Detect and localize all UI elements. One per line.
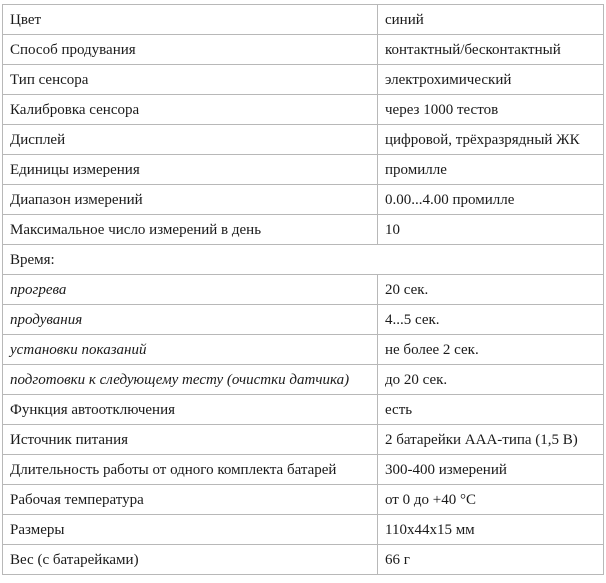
spec-row-blow-method: [3, 35, 604, 65]
spec-value: 4...5 сек.: [378, 305, 604, 335]
specifications-table: [2, 4, 604, 575]
spec-label: Диапазон измерений: [3, 185, 378, 215]
spec-row-reading: [3, 335, 604, 365]
spec-value: 300-400 измерений: [378, 455, 604, 485]
spec-row-units: [3, 155, 604, 185]
spec-label: установки показаний: [3, 335, 378, 365]
spec-row-auto-off: [3, 395, 604, 425]
spec-row-weight: [3, 545, 604, 575]
spec-value: контактный/бесконтактный: [378, 35, 604, 65]
spec-row-sensor-calibration: [3, 95, 604, 125]
spec-value: не более 2 сек.: [378, 335, 604, 365]
spec-label: Единицы измерения: [3, 155, 378, 185]
spec-value: есть: [378, 395, 604, 425]
spec-section-heading: Время:: [3, 245, 604, 275]
spec-label: Дисплей: [3, 125, 378, 155]
spec-row-display: [3, 125, 604, 155]
spec-label: Рабочая температура: [3, 485, 378, 515]
spec-value: синий: [378, 5, 604, 35]
spec-value: электрохимический: [378, 65, 604, 95]
spec-value: 0.00...4.00 промилле: [378, 185, 604, 215]
spec-row-power-source: [3, 425, 604, 455]
spec-row-battery-life: [3, 455, 604, 485]
spec-label: Размеры: [3, 515, 378, 545]
spec-value: 66 г: [378, 545, 604, 575]
spec-row-range: [3, 185, 604, 215]
spec-label: Вес (с батарейками): [3, 545, 378, 575]
spec-row-time-header: [3, 245, 604, 275]
spec-label: продувания: [3, 305, 378, 335]
spec-value: 10: [378, 215, 604, 245]
spec-label: подготовки к следующему тесту (очистки датчика): [3, 365, 378, 395]
spec-label: Длительность работы от одного комплекта батарей: [3, 455, 378, 485]
spec-value: 2 батарейки ААА-типа (1,5 В): [378, 425, 604, 455]
spec-value: 20 сек.: [378, 275, 604, 305]
spec-value: от 0 до +40 °С: [378, 485, 604, 515]
spec-value: до 20 сек.: [378, 365, 604, 395]
spec-label: Функция автоотключения: [3, 395, 378, 425]
spec-value: через 1000 тестов: [378, 95, 604, 125]
spec-row-color: [3, 5, 604, 35]
spec-row-dimensions: [3, 515, 604, 545]
spec-row-next-test-prep: [3, 365, 604, 395]
spec-label: Способ продувания: [3, 35, 378, 65]
spec-value: 110х44х15 мм: [378, 515, 604, 545]
spec-label: Источник питания: [3, 425, 378, 455]
spec-label: Максимальное число измерений в день: [3, 215, 378, 245]
spec-row-max-measurements: [3, 215, 604, 245]
spec-row-operating-temp: [3, 485, 604, 515]
spec-label: Цвет: [3, 5, 378, 35]
spec-row-warmup: [3, 275, 604, 305]
spec-row-blowing: [3, 305, 604, 335]
spec-label: Калибровка сенсора: [3, 95, 378, 125]
spec-value: промилле: [378, 155, 604, 185]
spec-row-sensor-type: [3, 65, 604, 95]
spec-label: Тип сенсора: [3, 65, 378, 95]
spec-value: цифровой, трёхразрядный ЖК: [378, 125, 604, 155]
spec-label: прогрева: [3, 275, 378, 305]
